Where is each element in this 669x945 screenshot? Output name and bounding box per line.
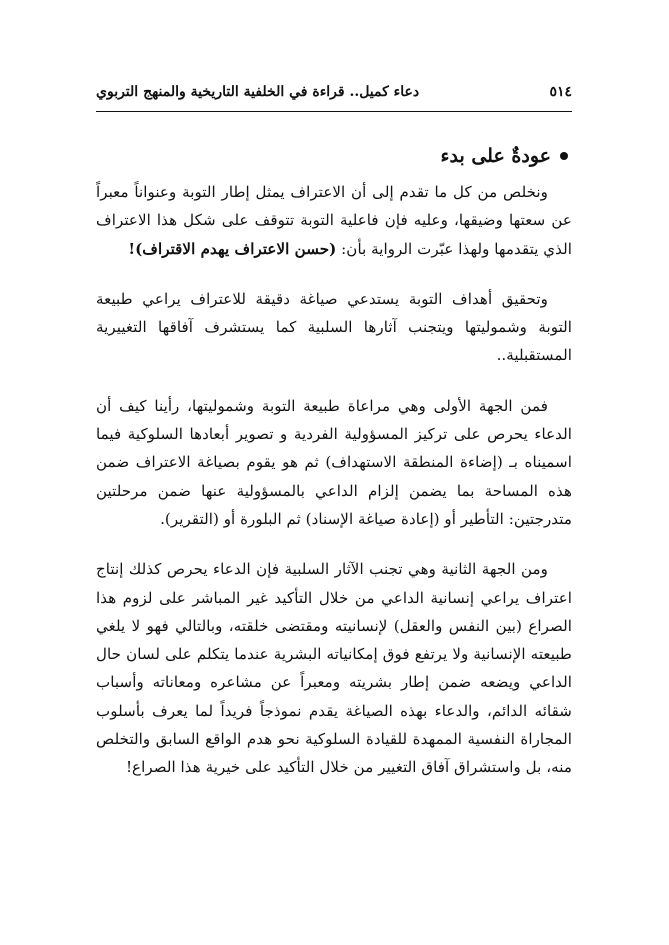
body-text bbox=[96, 178, 572, 782]
header-divider bbox=[96, 111, 572, 112]
paragraph-3: فمن الجهة الأولى وهي مراعاة طبيعة التوبة وشموليتها، رأينا كيف أن الدعاء يحرص على تركيز المسؤولية الفردية و تصوير أبعادها السلوكية فيما اسميناه بـ (إضاءة المنطقة الاستهداف) ثم هو يقوم بصياغة الاعتراف ضمن هذه المساحة بما يضمن إلزام الداعي بالمسؤولية عنها ضمن مرحلتين متدرجتين: التأطير أو (إعادة صياغة الإسناد) ثم البلورة أو (التقرير). bbox=[96, 396, 572, 528]
section-title: عودةٌ على بدء bbox=[440, 145, 551, 167]
paragraph-1 bbox=[96, 178, 572, 263]
narration-quote: (حسن الاعتراف يهدم الاقتراف) bbox=[135, 239, 337, 258]
section-heading bbox=[441, 145, 568, 167]
running-header bbox=[96, 74, 572, 100]
paragraph-1-text: ونخلص من كل ما تقدم إلى أن الاعتراف يمثل إطار التوبة وعنواناً معبراً عن سعتها وضيقها، وعليه فإن فاعلية التوبة تتوقف على شكل هذا الاعتراف الذي يتقدمها ولهذا عبّرت الرواية بأن: bbox=[96, 183, 572, 258]
running-title: دعاء كميل.. قراءة في الخلفية التاريخية والمنهج التربوي bbox=[96, 84, 420, 100]
paragraph-2: وتحقيق أهداف التوبة يستدعي صياغة دقيقة للاعتراف يراعي طبيعة التوبة وشموليتها ويتجنب آثارها السلبية كما يستشرف آفاقها التغييرية المستقبلية.. bbox=[96, 289, 572, 365]
bullet-icon bbox=[560, 152, 568, 160]
document-page bbox=[96, 0, 572, 945]
page-number: ٥١٤ bbox=[549, 84, 572, 100]
quote-exclamation: ! bbox=[128, 239, 136, 258]
paragraph-4: ومن الجهة الثانية وهي تجنب الآثار السلبية فإن الدعاء يحرص كذلك إنتاج اعتراف يراعي إنسانية الداعي من خلال التأكيد غير المباشر على لزوم هذا الصراع (بين النفس والعقل) لإنسانيته ومقتضى خلقته، وبالتالي فهو لا يلغي طبيعته الإنسانية ولا يرتفع فوق إمكانياته البشرية عندما يتكلم على لسان حال الداعي ويضعه ضمن إطار بشريته ومعبراً عن مشاعره ومعاناته وأسباب شقائه الدائم، والدعاء بهذه الصياغة يقدم نموذجاً فريداً لما يعرف بأسلوب المجاراة النفسية الممهدة للقيادة السلوكية نحو هدم الواقع السابق والتخلص منه، بل واستشراق آفاق التغيير من خلال التأكيد على خيرية هذا الصراع! bbox=[96, 560, 572, 777]
